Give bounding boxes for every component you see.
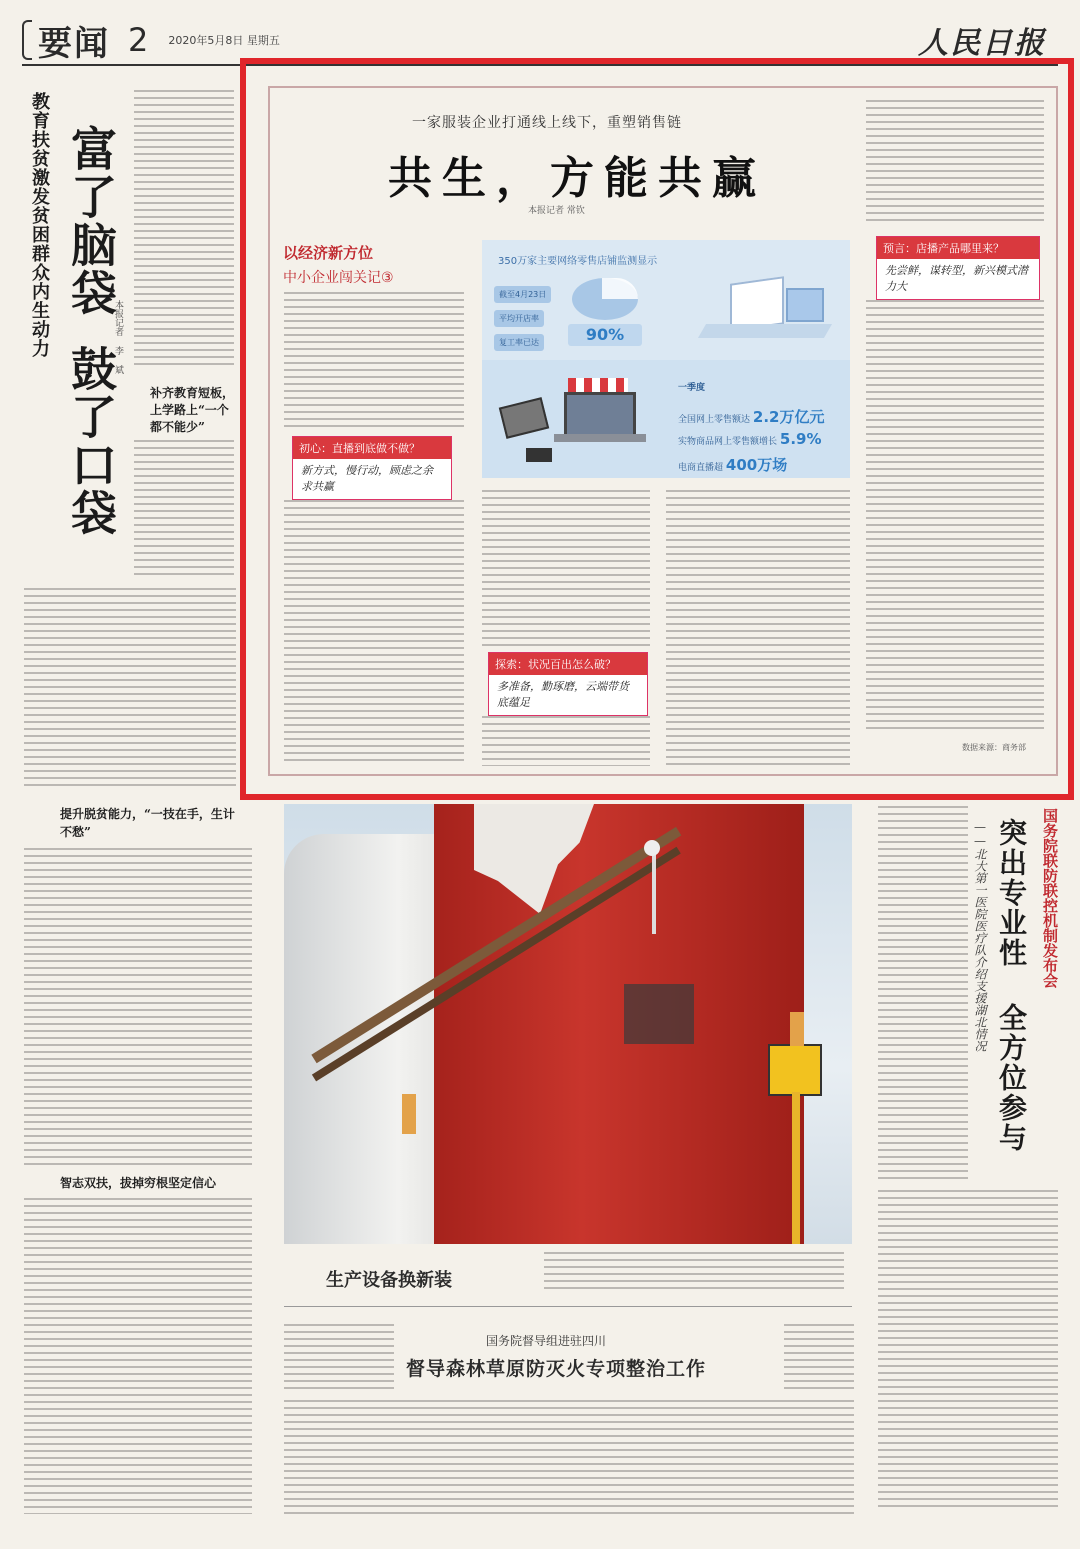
phone-icon: [786, 288, 824, 322]
bottom-text-block: [784, 1324, 854, 1394]
storefront-laptop-icon: [498, 372, 658, 472]
feature-text-block: [482, 716, 650, 766]
feature-box-1: [292, 436, 452, 500]
left-headline-a: 富了脑袋: [64, 125, 118, 317]
feature-text-block: [866, 100, 1044, 226]
lift-arm: [792, 1092, 800, 1244]
q-title: 一季度: [678, 383, 706, 393]
feature-kicker: 一家服装企业打通线上线下，重塑销售链: [412, 115, 682, 131]
feature-text-block: [666, 490, 850, 766]
issue-date: 2020年5月8日 星期五: [168, 34, 280, 47]
tablet-icon: [499, 397, 549, 439]
box1-body: 新方式，慢行动，顾虑之余求共赢: [301, 464, 433, 493]
box2-title: 探索：状况百出怎么破？: [489, 653, 647, 675]
left-text-block: [134, 90, 234, 370]
section-bracket: [22, 20, 32, 60]
left-text-block: [24, 1198, 252, 1514]
bottom-kicker: 国务院督导组进驻四川: [486, 1334, 607, 1348]
photo-caption: [544, 1252, 844, 1294]
info-label-2: 平均开店率: [494, 310, 544, 327]
infographic: [482, 240, 850, 478]
feature-text-block: [482, 490, 650, 650]
laptop-screen-icon: [564, 392, 636, 438]
left-sub3: 智志双扶，拔掉穷根坚定信心: [60, 1176, 217, 1190]
bottom-headline: 督导森林草原防灭火专项整治工作: [406, 1358, 707, 1380]
left-sub1: 补齐教育短板，上学路上“一个都不能少”: [150, 386, 235, 434]
platform: [624, 984, 694, 1044]
left-byline: 本报记者 李 斌: [113, 300, 123, 374]
left-text-block: [134, 440, 234, 580]
series-label-2: 中小企业闯关记③: [283, 270, 394, 286]
q2-row: 实物商品网上零售额增长 5.9%: [678, 430, 822, 448]
q1-row: 全国网上零售额达 2.2万亿元: [678, 408, 825, 426]
box3-title: 预言：店播产品哪里来？: [877, 237, 1039, 259]
lamp-pole: [652, 844, 656, 934]
camera-icon: [644, 840, 660, 856]
right-subhead: ——北大第一医院医疗队介绍支援湖北情况: [973, 820, 987, 1052]
feature-text-block: [866, 300, 1044, 732]
feature-credit: 数据来源：商务部: [962, 743, 1026, 752]
laptop-base-icon: [554, 434, 646, 442]
worker-figure: [790, 1012, 804, 1046]
feature-box-3: [876, 236, 1040, 300]
pie-icon: [572, 278, 638, 320]
series-label-1: 以经济新方位: [283, 244, 374, 262]
page-number: 2: [128, 21, 149, 59]
box1-title: 初心：直播到底做不做？: [293, 437, 451, 459]
newspaper-logo: 人民日报: [918, 26, 1046, 61]
series-label: [283, 242, 394, 287]
box3-body: 先尝鲜，谋转型，新兴模式潜力大: [885, 264, 1028, 293]
feature-box-2: [488, 652, 648, 716]
right-text-block: [878, 806, 968, 1180]
info-title: 350万家主要网络零售店铺监测显示: [498, 256, 658, 267]
left-sub2: 提升脱贫能力，“一技在手，生计不愁”: [60, 807, 235, 839]
news-photo: [284, 804, 852, 1244]
awning-icon: [568, 378, 628, 392]
info-value: 90%: [568, 324, 642, 346]
bottom-text-block: [284, 1324, 394, 1394]
platform-icon: [698, 324, 832, 338]
feature-text-block: [284, 292, 464, 432]
left-headline-b: 鼓了口袋: [64, 345, 118, 537]
right-red-label: 国务院联防联控机制发布会: [1041, 808, 1059, 988]
phone-small-icon: [526, 448, 552, 462]
bottom-text-block: [284, 1400, 854, 1516]
worker-figure: [402, 1094, 416, 1134]
box2-body: 多准备，勤琢磨，云端带货底蕴足: [497, 680, 629, 709]
info-label-3: 复工率已达: [494, 334, 544, 351]
shopping-screen-icon: [700, 274, 830, 346]
q3-row: 电商直播超 400万场: [678, 456, 788, 474]
pie-slice: [602, 278, 638, 299]
masthead-left: [22, 18, 280, 62]
left-subhead: 教育扶贫激发贫困群众内生动力: [29, 92, 50, 358]
section-title: 要闻: [38, 23, 110, 64]
left-text-block: [24, 848, 252, 1166]
right-headline: 突出专业性 全方位参与: [995, 818, 1028, 1153]
photo-caption-title: 生产设备换新装: [326, 1270, 452, 1291]
info-label-1: 截至4月23日: [494, 286, 551, 303]
divider: [284, 1306, 852, 1307]
feature-byline: 本报记者 常钦: [528, 206, 585, 216]
feature-text-block: [284, 500, 464, 766]
right-text-block: [878, 1190, 1058, 1510]
lift-bucket: [768, 1044, 822, 1096]
left-text-block: [24, 588, 236, 788]
feature-headline: 共生，方能共赢: [388, 153, 766, 204]
